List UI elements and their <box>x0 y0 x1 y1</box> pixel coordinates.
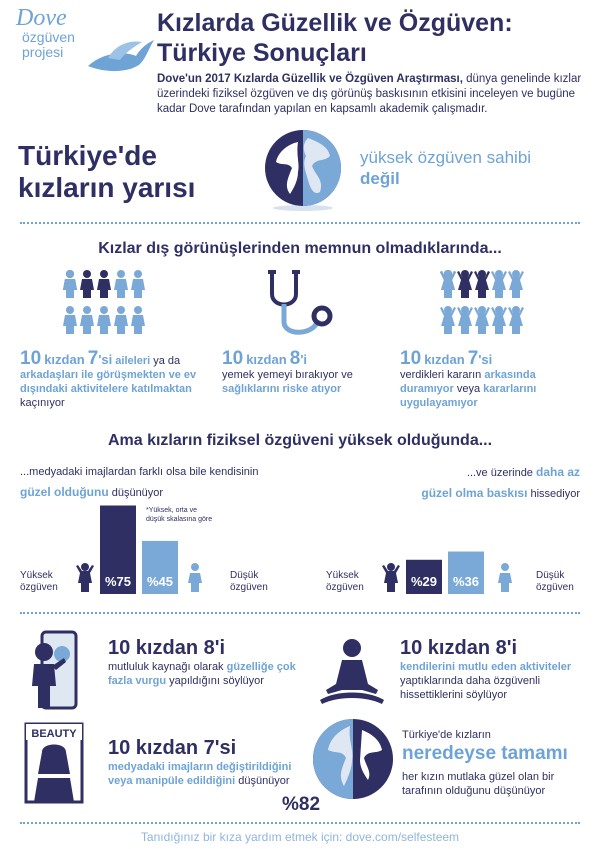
s2-right-caption <box>380 462 580 504</box>
intro-text <box>157 72 589 117</box>
s1-stat3 <box>400 348 590 410</box>
high-label-1b: Yüksek <box>326 570 359 581</box>
s3-stat1 <box>108 636 298 688</box>
half-right1: yüksek özgüven sahibi <box>360 148 532 167</box>
globe-icon-2 <box>310 716 396 802</box>
s1-stat3-suffix: 'si <box>478 352 493 367</box>
s1-stat3-t1: verdikleri kararın <box>400 369 485 381</box>
s1-stat2-big: 8 <box>289 348 301 369</box>
s1-stat3-t2: arkasında <box>484 369 536 381</box>
chart-1 <box>100 500 186 594</box>
s2-left-caption <box>20 462 320 503</box>
girls-group-icon-2 <box>440 268 530 338</box>
chart-2 <box>406 500 492 594</box>
s1-stat1-num: 10 <box>20 348 42 369</box>
brand-sub1: özgüven <box>22 29 75 45</box>
s1-stat1-t2: ya da <box>150 355 181 367</box>
chart1-label-1: %45 <box>146 574 174 589</box>
s1-stat3-kizdan: kızdan <box>424 352 465 367</box>
girl-lb-icon-chart1 <box>186 562 204 592</box>
s3-stat3-t2: düşünüyor <box>235 775 290 787</box>
s2-right-caption2a: güzel olma baskısı <box>421 486 528 500</box>
s1-stat1-t1: aileleri <box>112 355 151 367</box>
s3-stat4-t1: her kızın mutlaka güzel olan bir tarafının olduğunu düşünüyor <box>402 771 555 797</box>
s1-stat2 <box>222 348 392 396</box>
s1-stat1-kizdan: kızdan <box>44 352 85 367</box>
s1-stat2-t1: yemek yemeyi bırakıyor ve <box>222 369 353 381</box>
low-label-1b: Düşük <box>536 570 565 581</box>
girl-lb-icon-chart2 <box>496 562 514 592</box>
half-heading <box>18 140 258 204</box>
s3-stat1-t3: yapıldığını söylüyor <box>166 675 264 687</box>
s2-left-caption1: ...medyadaki imajlardan farklı olsa bile kendisinin <box>20 466 259 478</box>
s3-stat4-pre: Türkiye'de kızların <box>402 729 491 741</box>
s2-right-caption2b: hissediyor <box>527 488 580 500</box>
divider-2 <box>20 612 580 614</box>
chart2-label-0: %29 <box>410 574 438 589</box>
half-right2: değil <box>360 169 400 188</box>
section2-heading: Ama kızların fiziksel özgüveni yüksek olduğunda... <box>107 432 493 449</box>
brand-logo <box>16 6 146 76</box>
girls-group-icon-1 <box>62 268 152 338</box>
s3-stat2-t1: kendilerini mutlu eden aktiviteler <box>400 661 572 673</box>
dove-bird-icon <box>86 36 156 76</box>
magazine-label: BEAUTY <box>31 728 77 740</box>
s1-stat1 <box>20 348 205 410</box>
half-line1: Türkiye'de <box>18 140 157 171</box>
s2-low-label-left <box>230 570 268 594</box>
chart1-label-0: %75 <box>104 574 132 589</box>
s3-stat2-t2: yaptıklarında daha özgüvenli hissettiklerini söylüyor <box>400 675 541 701</box>
s3-stat2-head: 10 kızdan 8'i <box>400 637 518 659</box>
divider-1 <box>20 222 580 224</box>
brand-name: Dove <box>16 5 67 31</box>
girl-navy-icon-chart1 <box>76 562 94 592</box>
mirror-girl-icon <box>24 630 94 710</box>
intro-bold: Dove'un 2017 Kızlarda Güzellik ve Özgüven Araştırması, <box>157 73 463 85</box>
s2-left-caption2a: güzel olduğunu <box>20 485 109 499</box>
divider-3 <box>20 822 580 824</box>
low-label-2b: özgüven <box>536 582 574 593</box>
section1-heading: Kızlar dış görünüşlerinden memnun olmadıklarında... <box>98 240 502 257</box>
stethoscope-icon <box>266 268 336 340</box>
s3-stat3 <box>108 736 308 788</box>
s1-stat2-suffix: 'i <box>300 352 308 367</box>
s3-stat3-head: 10 kızdan 7'si <box>108 737 237 759</box>
meditation-icon <box>316 638 388 708</box>
s2-high-label-left <box>20 570 58 594</box>
chart2-label-1: %36 <box>452 574 480 589</box>
low-label-2: özgüven <box>230 582 268 593</box>
s1-stat2-t2: sağlıklarını riske atıyor <box>222 383 342 395</box>
intro-rest: dünya genelinde kızlar üzerindeki fiziksel özgüven ve dış görünüş baskısının etkisini inceleyen ve bugüne kadar Dove tarafından yapılan en kapsamlı akademik çalışmadır. <box>157 73 582 115</box>
s1-stat3-t5: kararlarını uygulayamıyor <box>400 383 537 409</box>
s3-stat4-pct: %82 <box>282 794 321 815</box>
globe-icon <box>258 128 348 212</box>
page-title <box>157 8 597 68</box>
s2-footnote: *Yüksek, orta ve düşük skalasına göre <box>146 507 213 523</box>
girl-navy-icon-chart2 <box>382 562 400 592</box>
brand-sub2: projesi <box>22 44 64 60</box>
s1-stat1-big: 7 <box>87 348 99 369</box>
half-right <box>360 148 590 190</box>
s3-stat4 <box>402 728 592 798</box>
footer-text[interactable]: Tanıdığınız bir kıza yardım etmek için: dove.com/selfesteem <box>140 830 460 844</box>
s1-stat1-suffix: 'si <box>98 352 113 367</box>
s3-stat1-t1: mutluluk kaynağı olarak <box>108 661 227 673</box>
s1-stat3-t4: veya <box>453 383 484 395</box>
high-label-2: özgüven <box>20 582 58 593</box>
s1-stat3-num: 10 <box>400 348 422 369</box>
s1-stat3-t3: duramıyor <box>400 383 454 395</box>
high-label-2b: özgüven <box>326 582 364 593</box>
s3-stat4-big: neredeyse tamamı <box>402 743 568 764</box>
high-label-1: Yüksek <box>20 570 53 581</box>
s2-right-caption1a: ...ve üzerinde <box>466 467 536 479</box>
title-line2: Türkiye Sonuçları <box>157 39 367 67</box>
s1-stat1-t3: arkadaşları ile görüşmekten ve ev dışındaki aktivitelere katılmaktan <box>20 369 197 395</box>
s2-right-caption1b: daha az <box>535 465 580 479</box>
s2-left-caption2b: düşünüyor <box>108 487 164 499</box>
s1-stat3-big: 7 <box>467 348 479 369</box>
low-label-1: Düşük <box>230 570 259 581</box>
s3-stat1-t2: güzelliğe çok fazla vurgu <box>108 661 296 687</box>
s1-stat2-num: 10 <box>222 348 244 369</box>
s2-high-label-right <box>326 570 364 594</box>
s1-stat1-t4: kaçınıyor <box>20 397 65 409</box>
s2-low-label-right <box>536 570 574 594</box>
half-line2: kızların yarısı <box>18 172 196 203</box>
s3-stat3-t1: medyadaki imajların değiştirildiğini veya manipüle edildiğini <box>108 761 292 787</box>
s3-stat1-head: 10 kızdan 8'i <box>108 637 226 659</box>
s3-stat2 <box>400 636 590 702</box>
s1-stat2-kizdan: kızdan <box>246 352 287 367</box>
title-line1: Kızlarda Güzellik ve Özgüven: <box>157 9 513 37</box>
